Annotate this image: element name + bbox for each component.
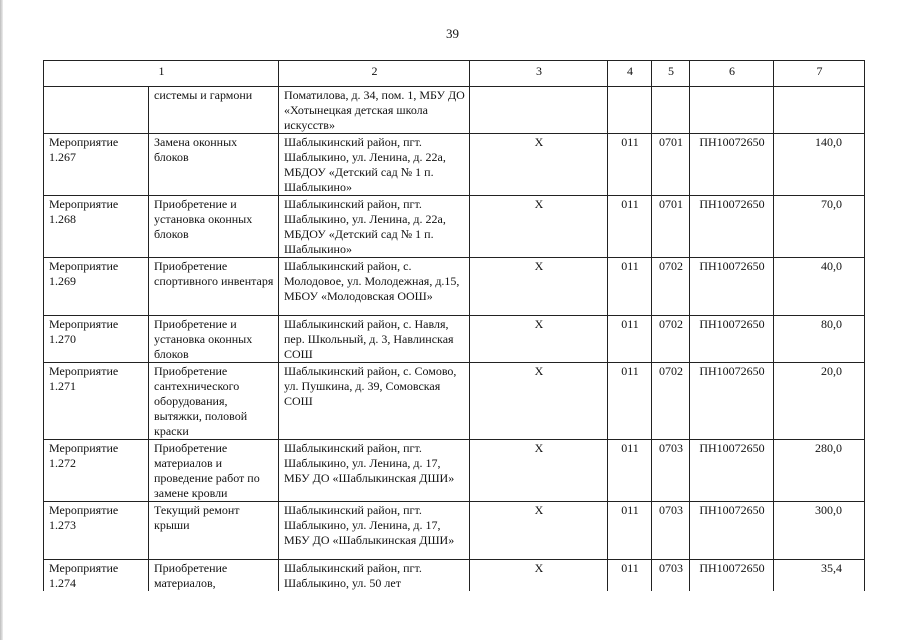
column-4-cell: 011: [608, 502, 652, 560]
amount-cell: 140,0: [774, 134, 865, 196]
column-3-cell: Х: [470, 502, 608, 560]
header-cell-7: 7: [774, 61, 865, 87]
event-number-cell: Мероприятие 1.274: [44, 560, 149, 592]
table-row: [44, 560, 865, 592]
column-6-cell: [690, 87, 774, 134]
event-name-cell: Приобретение спортивного инвентаря: [149, 258, 279, 316]
event-name-cell: Приобретение материалов,: [149, 560, 279, 592]
column-3-cell: Х: [470, 258, 608, 316]
column-4-cell: 011: [608, 196, 652, 258]
column-4-cell: 011: [608, 316, 652, 363]
event-name-cell: Приобретение и установка оконных блоков: [149, 196, 279, 258]
header-cell-6: 6: [690, 61, 774, 87]
column-5-cell: [652, 87, 690, 134]
table-row: [44, 258, 865, 316]
event-address-cell: Шаблыкинский район, с. Навля, пер. Школьный, д. 3, Навлинская СОШ: [279, 316, 470, 363]
column-5-cell: 0702: [652, 258, 690, 316]
table-row: [44, 363, 865, 440]
column-3-cell: Х: [470, 134, 608, 196]
column-4-cell: 011: [608, 363, 652, 440]
event-name-cell: Приобретение и установка оконных блоков: [149, 316, 279, 363]
event-number-cell: [44, 87, 149, 134]
event-number-cell: Мероприятие 1.267: [44, 134, 149, 196]
event-address-cell: Шаблыкинский район, пгт. Шаблыкино, ул. Ленина, д. 22а, МБДОУ «Детский сад № 1 п. Шаблыкино»: [279, 134, 470, 196]
column-3-cell: Х: [470, 363, 608, 440]
column-3-cell: Х: [470, 196, 608, 258]
document-table: [43, 60, 865, 591]
event-address-cell: Шаблыкинский район, с. Молодовое, ул. Молодежная, д.15, МБОУ «Молодовская ООШ»: [279, 258, 470, 316]
event-name-cell: Текущий ремонт крыши: [149, 502, 279, 560]
event-address-cell: Шаблыкинский район, с. Сомово, ул. Пушкина, д. 39, Сомовская СОШ: [279, 363, 470, 440]
column-3-cell: Х: [470, 440, 608, 502]
table-row: [44, 440, 865, 502]
amount-cell: 20,0: [774, 363, 865, 440]
column-6-cell: ПН10072650: [690, 560, 774, 592]
column-3-cell: [470, 87, 608, 134]
table-row: [44, 196, 865, 258]
column-4-cell: 011: [608, 134, 652, 196]
column-4-cell: 011: [608, 258, 652, 316]
table-row: [44, 316, 865, 363]
amount-cell: 80,0: [774, 316, 865, 363]
column-5-cell: 0701: [652, 134, 690, 196]
column-5-cell: 0702: [652, 316, 690, 363]
column-3-cell: Х: [470, 316, 608, 363]
amount-cell: 70,0: [774, 196, 865, 258]
event-number-cell: Мероприятие 1.268: [44, 196, 149, 258]
column-3-cell: Х: [470, 560, 608, 592]
event-name-cell: системы и гармони: [149, 87, 279, 134]
event-name-cell: Приобретение сантехнического оборудования, вытяжки, половой краски: [149, 363, 279, 440]
header-cell-5: 5: [652, 61, 690, 87]
column-5-cell: 0703: [652, 502, 690, 560]
table-row: [44, 502, 865, 560]
column-6-cell: ПН10072650: [690, 440, 774, 502]
column-5-cell: 0701: [652, 196, 690, 258]
column-5-cell: 0703: [652, 440, 690, 502]
event-address-cell: Шаблыкинский район, пгт. Шаблыкино, ул. 50 лет: [279, 560, 470, 592]
event-name-cell: Замена оконных блоков: [149, 134, 279, 196]
column-5-cell: 0703: [652, 560, 690, 592]
header-cell-3: 3: [470, 61, 608, 87]
event-address-cell: Поматилова, д. 34, пом. 1, МБУ ДО «Хотынецкая детская школа искусств»: [279, 87, 470, 134]
amount-cell: 280,0: [774, 440, 865, 502]
scan-edge: [0, 0, 3, 640]
event-number-cell: Мероприятие 1.271: [44, 363, 149, 440]
column-4-cell: 011: [608, 560, 652, 592]
page-number: 39: [446, 26, 459, 41]
event-number-cell: Мероприятие 1.269: [44, 258, 149, 316]
amount-cell: 300,0: [774, 502, 865, 560]
event-number-cell: Мероприятие 1.270: [44, 316, 149, 363]
event-address-cell: Шаблыкинский район, пгт. Шаблыкино, ул. Ленина, д. 22а, МБДОУ «Детский сад № 1 п. Шаблыкино»: [279, 196, 470, 258]
event-address-cell: Шаблыкинский район, пгт. Шаблыкино, ул. Ленина, д. 17, МБУ ДО «Шаблыкинская ДШИ»: [279, 502, 470, 560]
column-4-cell: 011: [608, 440, 652, 502]
amount-cell: [774, 87, 865, 134]
event-address-cell: Шаблыкинский район, пгт. Шаблыкино, ул. Ленина, д. 17, МБУ ДО «Шаблыкинская ДШИ»: [279, 440, 470, 502]
amount-cell: 40,0: [774, 258, 865, 316]
column-6-cell: ПН10072650: [690, 134, 774, 196]
column-6-cell: ПН10072650: [690, 316, 774, 363]
column-6-cell: ПН10072650: [690, 363, 774, 440]
header-cell-4: 4: [608, 61, 652, 87]
column-5-cell: 0702: [652, 363, 690, 440]
table-row: [44, 87, 865, 134]
column-6-cell: ПН10072650: [690, 196, 774, 258]
event-name-cell: Приобретение материалов и проведение работ по замене кровли: [149, 440, 279, 502]
event-number-cell: Мероприятие 1.273: [44, 502, 149, 560]
header-cell-1: 1: [44, 61, 279, 87]
header-row: [44, 61, 865, 87]
table-row: [44, 134, 865, 196]
column-4-cell: [608, 87, 652, 134]
amount-cell: 35,4: [774, 560, 865, 592]
header-cell-2: 2: [279, 61, 470, 87]
event-number-cell: Мероприятие 1.272: [44, 440, 149, 502]
column-6-cell: ПН10072650: [690, 258, 774, 316]
column-6-cell: ПН10072650: [690, 502, 774, 560]
